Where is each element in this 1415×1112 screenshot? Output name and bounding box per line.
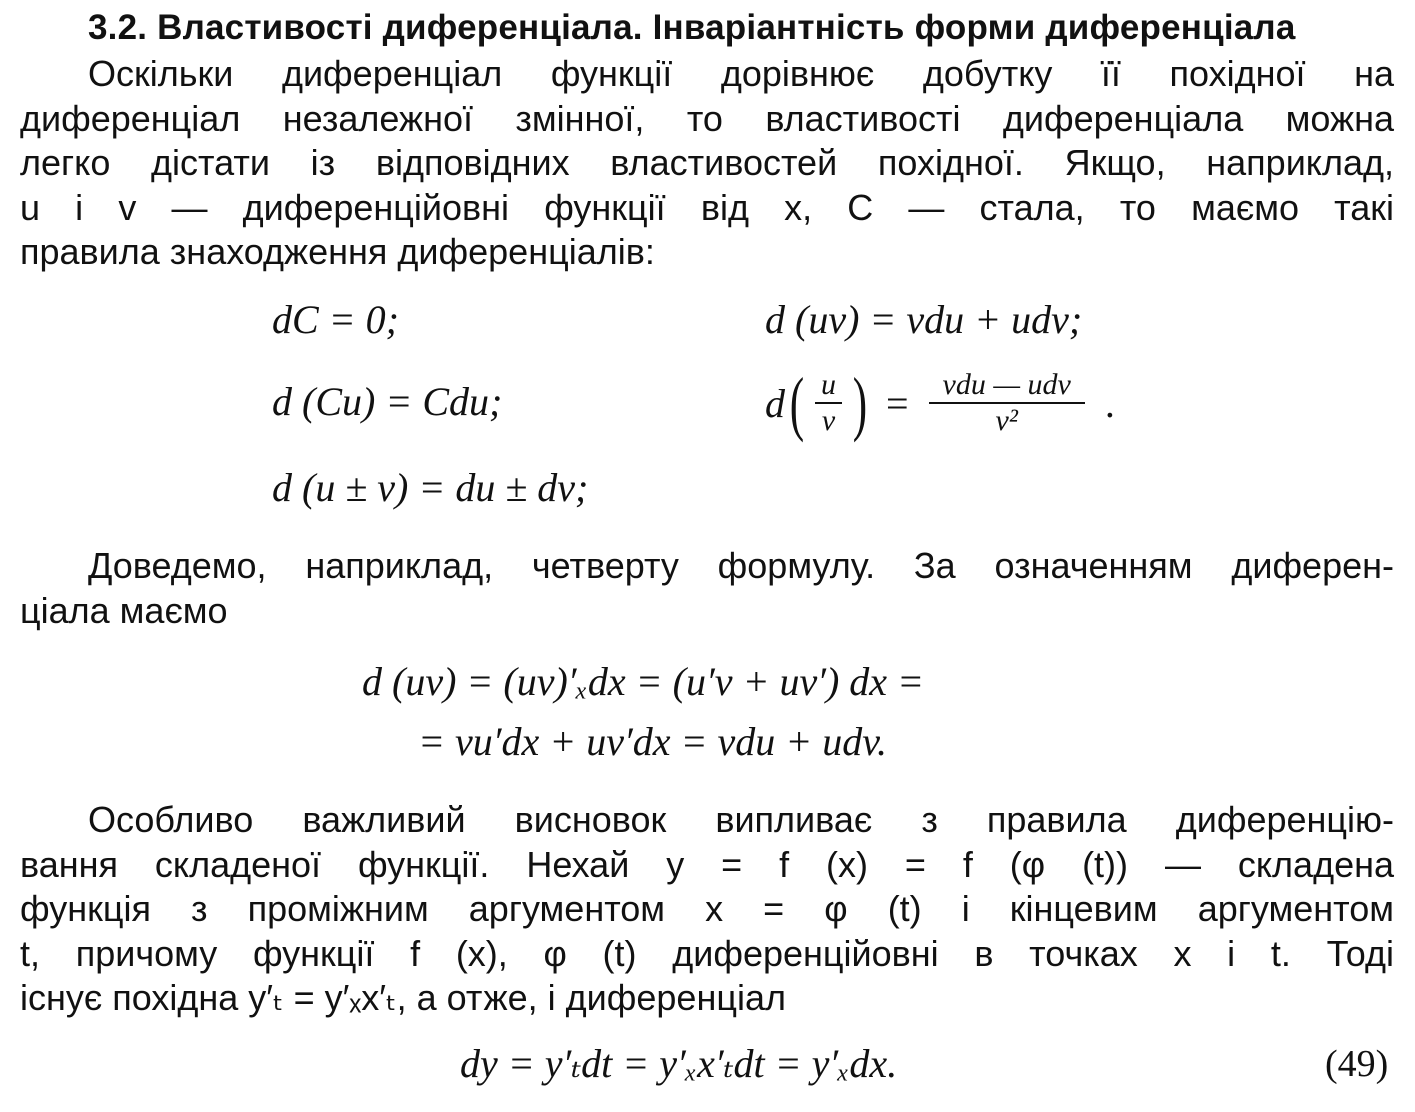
paragraph-line: Доведемо, наприклад, четверту формулу. За означенням диферен-: [88, 545, 1394, 586]
rule-sum-difference: d (u ± v) = du ± dv;: [272, 465, 589, 510]
quotient-result-fraction: [929, 368, 1085, 438]
period: .: [1104, 380, 1115, 426]
paragraph-line: Оскільки диференціал функції дорівнює добутку її похідної на: [88, 53, 1394, 94]
paragraph-proof-intro: [20, 544, 1394, 633]
paragraph-line: функція з проміжним аргументом x = φ (t) і кінцевим аргументом: [20, 888, 1394, 929]
proof-line-2: = vu′dx + uv′dx = vdu + udv.: [418, 719, 888, 764]
rule-constant: dC = 0;: [272, 297, 399, 342]
paragraph-line: t, причому функції f (x), φ (t) диференційовні в точках x і t. Тоді: [20, 932, 1394, 974]
rule-product: d (uv) = vdu + udv;: [765, 297, 1083, 342]
paragraph-line: легко дістати із відповідних властивостей похідної. Якщо, наприклад,: [20, 142, 1394, 183]
paragraph-line: вання складеної функції. Нехай y = f (x) = f (φ (t)) — складена: [20, 843, 1394, 885]
final-formula: dy = y′ₜdt = y′ₓx′ₜdt = y′ₓdx.: [460, 1041, 898, 1086]
fraction-numerator: u: [820, 368, 836, 401]
equation-number: (49): [1325, 1043, 1389, 1085]
rule-constant-multiple: d (Cu) = Cdu;: [272, 379, 503, 424]
result-numerator: vdu — udv: [942, 368, 1071, 401]
result-denominator: v²: [995, 404, 1018, 437]
fraction-denominator: v: [821, 404, 836, 437]
paragraph-line: існує похідна y′ₜ = y′ₓx′ₜ, а отже, і диференціал: [20, 977, 786, 1018]
rule-quotient: [765, 358, 1115, 448]
quotient-d: d: [765, 380, 785, 426]
paragraph-line: u і v — диференційовні функції від x, C — стала, то маємо такі: [20, 186, 1394, 228]
right-paren: ): [852, 363, 868, 443]
paragraph-chain-rule: [20, 798, 1394, 1021]
equals-sign: =: [885, 380, 909, 426]
proof-line-1: d (uv) = (uv)′ₓdx = (u′v + uv′) dx =: [362, 659, 925, 704]
paragraph-line: ціала маємо: [20, 589, 228, 631]
paragraph-intro: [20, 52, 1394, 275]
quotient-fraction: [815, 368, 842, 438]
paragraph-line: правила знаходження диференціалів:: [20, 231, 655, 272]
paragraph-line: диференціал незалежної змінної, то властивості диференціала можна: [20, 97, 1394, 139]
left-paren: (: [789, 363, 805, 443]
section-title: 3.2. Властивості диференціала. Інваріантність форми диференціала: [88, 8, 1296, 47]
paragraph-line: Особливо важливий висновок випливає з правила диференцію-: [88, 799, 1394, 840]
